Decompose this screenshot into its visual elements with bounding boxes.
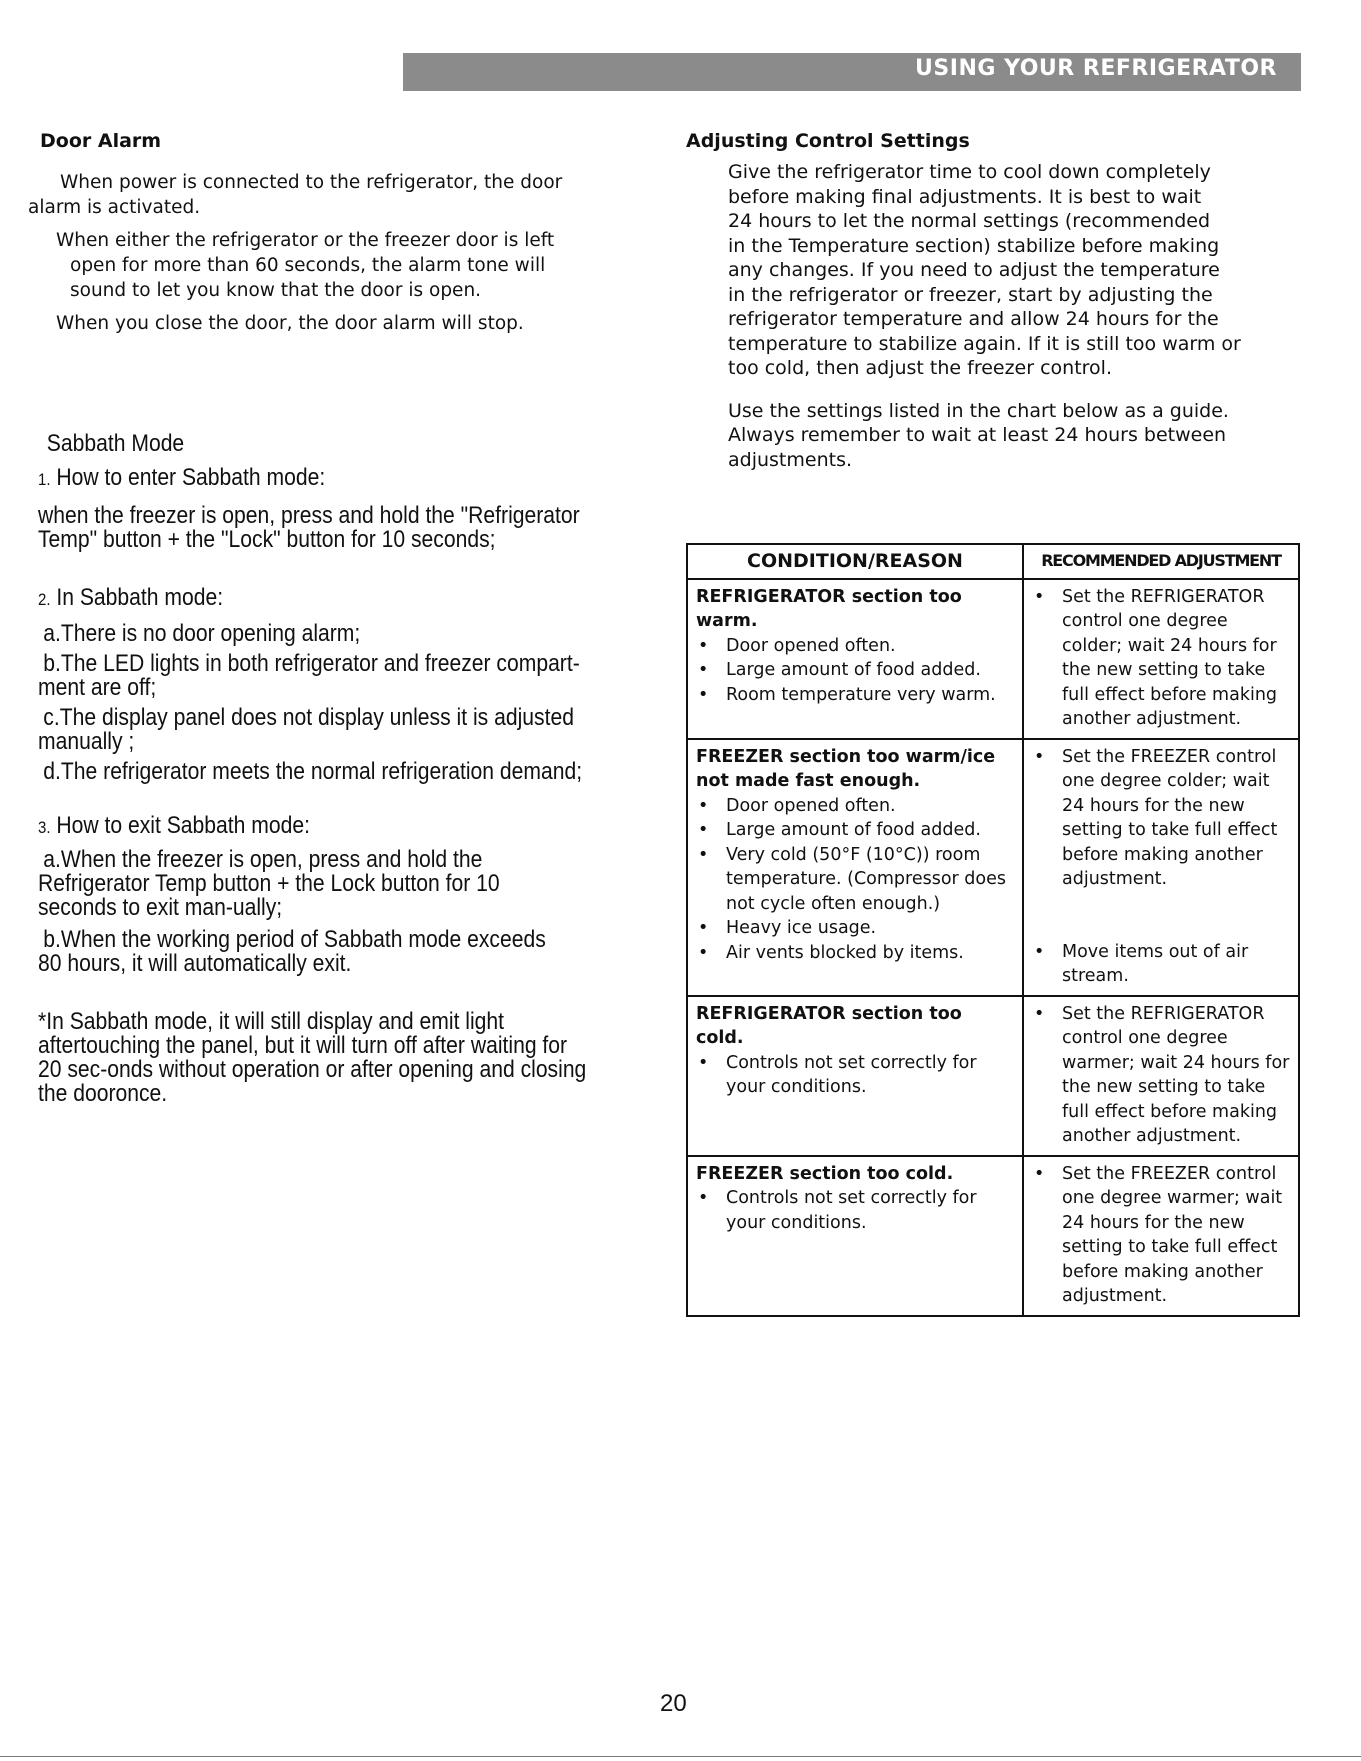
- sabbath-note-line2: aftertouching the panel, but it will turn off after waiting for: [38, 1032, 568, 1059]
- step-number-3: 3.: [38, 818, 51, 837]
- reason-item: • Door opened often.: [696, 794, 1014, 819]
- adjusting-para1-line: too cold, then adjust the freezer control.: [728, 357, 1112, 379]
- adjustment-item: • Set the REFRIGERATOR control one degree warmer; wait 24 hours for the new setting to take full effect before making another adjustment.: [1032, 1002, 1290, 1149]
- in-sabbath-item-c-line2: manually ;: [38, 728, 135, 755]
- adjustment-item: • Set the FREEZER control one degree warmer; wait 24 hours for the new setting to take full effect before making another adjustment.: [1032, 1162, 1290, 1309]
- door-alarm-para2-line3: sound to let you know that the door is open.: [70, 280, 482, 301]
- adjusting-para1-line: refrigerator temperature and allow 24 hours for the: [728, 308, 1219, 330]
- adjusting-para2-line: adjustments.: [728, 448, 853, 471]
- page-number: 20: [660, 1690, 687, 1717]
- exit-sabbath-title: How to exit Sabbath mode:: [56, 812, 310, 839]
- table-row: [687, 996, 1299, 1156]
- adjusting-para2: [728, 399, 1306, 473]
- condition-title: REFRIGERATOR section too warm.: [696, 586, 962, 631]
- reason-item: • Very cold (50°F (10°C)) room temperature. (Compressor does not cycle often enough.): [696, 843, 1014, 917]
- condition-title: REFRIGERATOR section too cold.: [696, 1003, 962, 1048]
- reason-item: • Controls not set correctly for your conditions.: [696, 1051, 1014, 1100]
- door-alarm-para2-line1: When either the refrigerator or the freezer door is left: [56, 230, 555, 251]
- reason-item: • Air vents blocked by items.: [696, 941, 1014, 966]
- bottom-rule: [0, 1756, 1361, 1757]
- in-sabbath-title: In Sabbath mode:: [56, 584, 224, 611]
- sabbath-heading: Sabbath Mode: [46, 430, 185, 457]
- adjustment-spacer: [1032, 892, 1290, 940]
- table-row: [687, 1156, 1299, 1316]
- exit-sabbath-item-a-line3: seconds to exit man-ually;: [38, 894, 283, 921]
- adjustment-cell: [1023, 739, 1299, 996]
- adjusting-para1: [728, 160, 1306, 381]
- adjusting-section: [686, 130, 1306, 472]
- door-alarm-heading: Door Alarm: [40, 130, 162, 152]
- reason-item: • Room temperature very warm.: [696, 683, 1014, 708]
- col-adjustment-header: RECOMMENDED ADJUSTMENT: [1023, 544, 1299, 579]
- adjustment-table: [686, 543, 1300, 1317]
- adjustment-item: • Set the FREEZER control one degree colder; wait 24 hours for the new setting to take full effect before making another adjustment.: [1032, 745, 1290, 892]
- condition-title: FREEZER section too warm/ice not made fast enough.: [696, 746, 996, 791]
- adjusting-para1-line: any changes. If you need to adjust the temperature: [728, 259, 1220, 281]
- exit-sabbath-item-b-line1: b.When the working period of Sabbath mode exceeds: [43, 926, 546, 953]
- adjustment-cell: [1023, 996, 1299, 1156]
- adjusting-para2-line: Use the settings listed in the chart below as a guide.: [728, 399, 1229, 422]
- sabbath-section: [38, 432, 678, 1106]
- door-alarm-section: [28, 130, 670, 336]
- adjusting-para1-line: Give the refrigerator time to cool down completely: [728, 161, 1211, 183]
- sabbath-note-line1: *In Sabbath mode, it will still display and emit light: [38, 1008, 505, 1035]
- condition-cell: [687, 1156, 1023, 1316]
- adjustment-cell: [1023, 1156, 1299, 1316]
- condition-cell: [687, 996, 1023, 1156]
- col-condition-header: CONDITION/REASON: [687, 544, 1023, 579]
- door-alarm-para3: When you close the door, the door alarm will stop.: [56, 313, 524, 334]
- adjustment-item: • Set the REFRIGERATOR control one degree colder; wait 24 hours for the new setting to take full effect before making another adjustment.: [1032, 585, 1290, 732]
- in-sabbath-item-d: d.The refrigerator meets the normal refrigeration demand;: [43, 758, 583, 785]
- in-sabbath-item-a: a.There is no door opening alarm;: [43, 620, 361, 647]
- door-alarm-para1-line2: alarm is activated.: [28, 197, 201, 218]
- enter-sabbath-title: How to enter Sabbath mode:: [56, 464, 326, 491]
- table-row: [687, 579, 1299, 739]
- adjusting-para1-line: temperature to stabilize again. If it is still too warm or: [728, 332, 1241, 355]
- reason-item: • Large amount of food added.: [696, 658, 1014, 683]
- table-header-row: [687, 544, 1299, 579]
- adjustment-cell: [1023, 579, 1299, 739]
- door-alarm-para1-line1: When power is connected to the refrigerator, the door: [60, 172, 563, 193]
- adjusting-para1-line: in the refrigerator or freezer, start by adjusting the: [728, 283, 1213, 306]
- reason-item: • Large amount of food added.: [696, 818, 1014, 843]
- step-number-1: 1.: [38, 470, 51, 489]
- section-header-bar: [403, 53, 1301, 91]
- section-header-title: USING YOUR REFRIGERATOR: [915, 56, 1277, 81]
- exit-sabbath-item-b-line2: 80 hours, it will automatically exit.: [38, 950, 352, 977]
- table-row: [687, 739, 1299, 996]
- adjusting-heading: Adjusting Control Settings: [686, 130, 970, 152]
- reason-item: • Controls not set correctly for your conditions.: [696, 1186, 1014, 1235]
- enter-sabbath-line2: Temp" button + the "Lock" button for 10 seconds;: [38, 526, 496, 553]
- reason-item: • Door opened often.: [696, 634, 1014, 659]
- in-sabbath-item-c-line1: c.The display panel does not display unless it is adjusted: [43, 704, 574, 731]
- adjusting-para1-line: 24 hours to let the normal settings (recommended: [728, 210, 1211, 232]
- adjusting-para2-line: Always remember to wait at least 24 hours between: [728, 424, 1227, 446]
- in-sabbath-item-b-line1: b.The LED lights in both refrigerator and freezer compart-: [43, 650, 580, 677]
- sabbath-note-line4: the dooronce.: [38, 1080, 168, 1107]
- door-alarm-para2-line2: open for more than 60 seconds, the alarm tone will: [70, 255, 546, 276]
- sabbath-note-line3: 20 sec-onds without operation or after opening and closing: [38, 1056, 587, 1083]
- condition-cell: [687, 579, 1023, 739]
- enter-sabbath-line1: when the freezer is open, press and hold the "Refrigerator: [38, 502, 580, 529]
- adjustment-item: • Move items out of air stream.: [1032, 940, 1290, 989]
- exit-sabbath-item-a-line2: Refrigerator Temp button + the Lock button for 10: [38, 870, 500, 897]
- exit-sabbath-item-a-line1: a.When the freezer is open, press and hold the: [43, 846, 483, 873]
- adjusting-para1-line: before making final adjustments. It is best to wait: [728, 185, 1202, 208]
- reason-item: • Heavy ice usage.: [696, 916, 1014, 941]
- condition-cell: [687, 739, 1023, 996]
- condition-title: FREEZER section too cold.: [696, 1163, 954, 1184]
- in-sabbath-item-b-line2: ment are off;: [38, 674, 157, 701]
- adjusting-para1-line: in the Temperature section) stabilize before making: [728, 234, 1220, 257]
- step-number-2: 2.: [38, 590, 51, 609]
